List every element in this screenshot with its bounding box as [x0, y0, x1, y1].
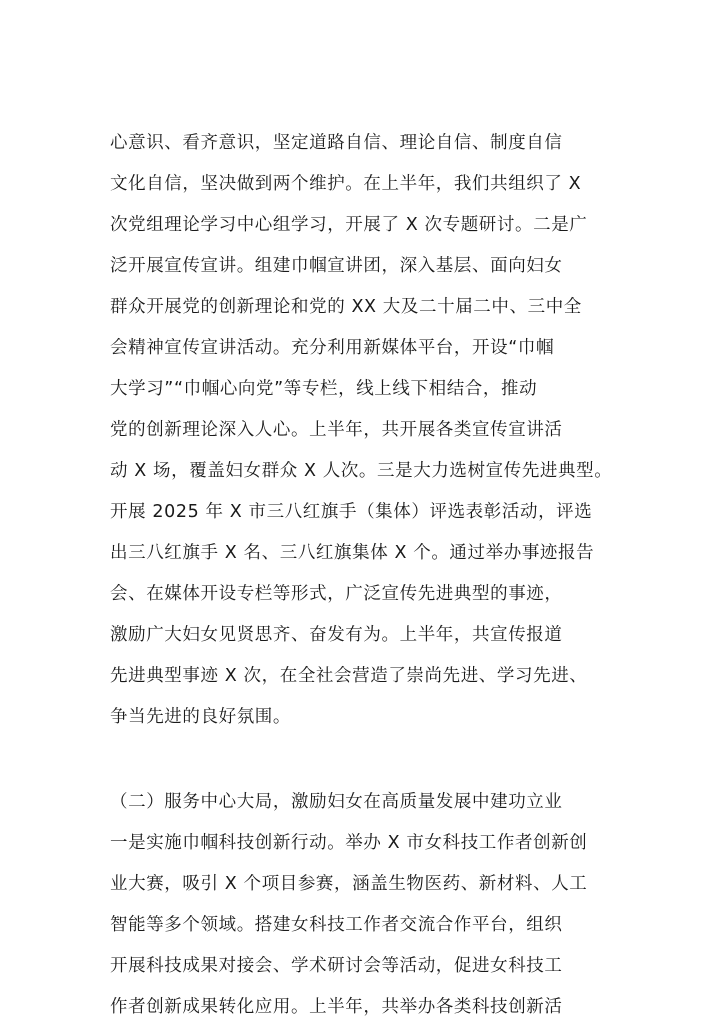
text-line: 党的创新理论深入人心。上半年，共开展各类宣传宣讲活	[110, 420, 563, 440]
text-line: 大学习”“巾帼心向党”等专栏，线上线下相结合，推动	[110, 379, 538, 399]
text-line: 开展 2025 年 X 市三八红旗手（集体）评选表彰活动，评选	[110, 502, 593, 522]
text-line: 先进典型事迹 X 次，在全社会营造了崇尚先进、学习先进、	[110, 666, 588, 686]
text-line: 心意识、看齐意识，坚定道路自信、理论自信、制度自信	[110, 133, 563, 153]
text-line: 出三八红旗手 X 名、三八红旗集体 X 个。通过举办事迹报告	[110, 543, 595, 563]
text-line: 作者创新成果转化应用。上半年，共举办各类科技创新活	[110, 997, 563, 1017]
text-line: 泛开展宣传宣讲。组建巾帼宣讲团，深入基层、面向妇女	[110, 256, 563, 276]
text-line: 智能等多个领域。搭建女科技工作者交流合作平台，组织	[110, 915, 563, 935]
text-line: 争当先进的良好氛围。	[110, 707, 291, 727]
text-line: 文化自信，坚决做到两个维护。在上半年，我们共组织了 X	[110, 174, 582, 194]
text-line: 激励广大妇女见贤思齐、奋发有为。上半年，共宣传报道	[110, 625, 563, 645]
text-line: 会、在媒体开设专栏等形式，广泛宣传先进典型的事迹，	[110, 584, 563, 604]
text-line: 会精神宣传宣讲活动。充分利用新媒体平台，开设“巾帼	[110, 338, 555, 358]
text-line: 一是实施巾帼科技创新行动。举办 X 市女科技工作者创新创	[110, 833, 588, 853]
text-line: 次党组理论学习中心组学习，开展了 X 次专题研讨。二是广	[110, 215, 588, 235]
text-line: 动 X 场，覆盖妇女群众 X 人次。三是大力选树宣传先进典型。	[110, 461, 613, 481]
text-line: 业大赛，吸引 X 个项目参赛，涵盖生物医药、新材料、人工	[110, 874, 588, 894]
text-line: 群众开展党的创新理论和党的 XX 大及二十届二中、三中全	[110, 297, 582, 317]
text-line: 开展科技成果对接会、学术研讨会等活动，促进女科技工	[110, 956, 563, 976]
section-heading: （二）服务中心大局，激励妇女在高质量发展中建功立业	[110, 792, 563, 812]
